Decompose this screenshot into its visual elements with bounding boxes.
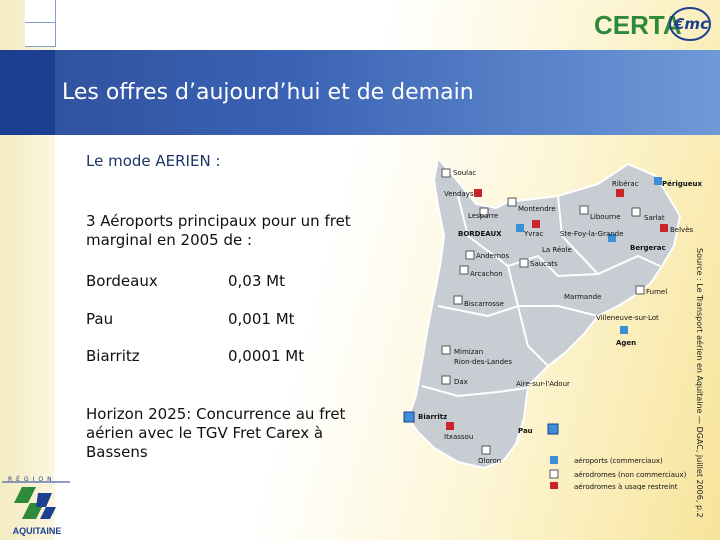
- airport-freight-value: 0,03 Mt: [228, 272, 285, 290]
- region-label: RÉGION: [8, 476, 56, 483]
- map-label: Biarritz: [418, 413, 448, 421]
- map-label: Itxassou: [444, 433, 474, 441]
- non-commercial-marker: [632, 208, 640, 216]
- legend-non-commercial-swatch: [550, 470, 558, 478]
- map-label: Périgueux: [662, 180, 702, 188]
- non-commercial-marker: [442, 169, 450, 177]
- legend-restricted-label: aérodromes à usage restreint: [574, 483, 678, 490]
- source-note: Source : Le Transport aérien en Aquitaine — DGAC, juillet 2006, p.2: [695, 248, 704, 518]
- map-label: Yvrac: [524, 230, 544, 238]
- region-name: AQUITAINE: [12, 526, 62, 536]
- map-label: Aire-sur-l'Adour: [516, 380, 570, 388]
- commercial-marker: [548, 424, 558, 434]
- map-label: Agen: [616, 339, 637, 347]
- map-label: Arcachon: [470, 270, 503, 278]
- map-label: Sarlat: [644, 214, 665, 222]
- airport-name: Biarritz: [86, 347, 140, 365]
- map-label: Oloron: [478, 457, 502, 465]
- non-commercial-marker: [460, 266, 468, 274]
- map-label: Dax: [454, 378, 468, 386]
- map-label: Andernos: [476, 252, 510, 260]
- commercial-marker: [620, 326, 628, 334]
- map-label: Biscarrosse: [464, 300, 504, 308]
- map-label: Ribérac: [612, 180, 639, 188]
- restricted-marker: [474, 189, 482, 197]
- map-label: Bergerac: [630, 244, 666, 252]
- title-bar-accent: [0, 50, 55, 135]
- non-commercial-marker: [508, 198, 516, 206]
- map-label: Soulac: [453, 169, 477, 177]
- map-label: Pau: [518, 427, 533, 435]
- commercial-marker: [516, 224, 524, 232]
- restricted-marker: [660, 224, 668, 232]
- airport-row: [86, 272, 285, 290]
- airport-row: [86, 347, 305, 365]
- map-label: Saucats: [530, 260, 558, 268]
- map-label: Ste-Foy-la-Grande: [560, 230, 624, 238]
- corner-box: [25, 0, 56, 47]
- legend-commercial-label: aéroports (commerciaux): [574, 457, 663, 465]
- section-subtitle: Le mode AERIEN :: [86, 152, 221, 170]
- non-commercial-marker: [442, 376, 450, 384]
- map-legend: [550, 456, 687, 490]
- map-label: Villeneuve-sur-Lot: [596, 314, 659, 322]
- certa-emc-logo: [592, 4, 712, 44]
- emc-logo-text: €mc: [674, 15, 709, 33]
- map-label: Vendays: [444, 190, 474, 198]
- commercial-marker: [654, 177, 662, 185]
- non-commercial-marker: [466, 251, 474, 259]
- map-label: Mimizan: [454, 348, 484, 356]
- horizon-text: Horizon 2025: Concurrence au fret aérien avec le TGV Fret Carex à Bassens: [86, 405, 346, 461]
- restricted-marker: [616, 189, 624, 197]
- restricted-marker: [532, 220, 540, 228]
- non-commercial-marker: [636, 286, 644, 294]
- airport-freight-value: 0,0001 Mt: [228, 347, 305, 365]
- map-label: Montendre: [518, 205, 556, 213]
- non-commercial-marker: [482, 446, 490, 454]
- map-label: Rion-des-Landes: [454, 358, 512, 366]
- page-title: Les offres d’aujourd’hui et de demain: [62, 80, 474, 105]
- legend-non-commercial-label: aérodromes (non commerciaux): [574, 471, 687, 479]
- commercial-marker: [404, 412, 414, 422]
- airport-row: [86, 310, 295, 328]
- map-label: BORDEAUX: [458, 230, 502, 238]
- map-label: Marmande: [564, 293, 602, 301]
- non-commercial-marker: [580, 206, 588, 214]
- legend-restricted-swatch: [550, 482, 558, 489]
- airport-name: Bordeaux: [86, 272, 158, 290]
- non-commercial-marker: [442, 346, 450, 354]
- map-label: Libourne: [590, 213, 621, 221]
- non-commercial-marker: [454, 296, 462, 304]
- airport-freight-value: 0,001 Mt: [228, 310, 295, 328]
- map-label: Fumel: [646, 288, 668, 296]
- intro-text: 3 Aéroports principaux pour un fret marginal en 2005 de :: [86, 212, 351, 249]
- map-label: La Réole: [542, 246, 572, 254]
- certa-logo-text: CERTA: [594, 10, 682, 40]
- aquitaine-airports-map: [398, 156, 708, 518]
- corner-line: [25, 22, 55, 23]
- airport-name: Pau: [86, 310, 114, 328]
- map-label: Belvès: [670, 226, 694, 234]
- legend-commercial-swatch: [550, 456, 558, 464]
- restricted-marker: [446, 422, 454, 430]
- non-commercial-marker: [520, 259, 528, 267]
- map-label: Lesparre: [468, 212, 499, 220]
